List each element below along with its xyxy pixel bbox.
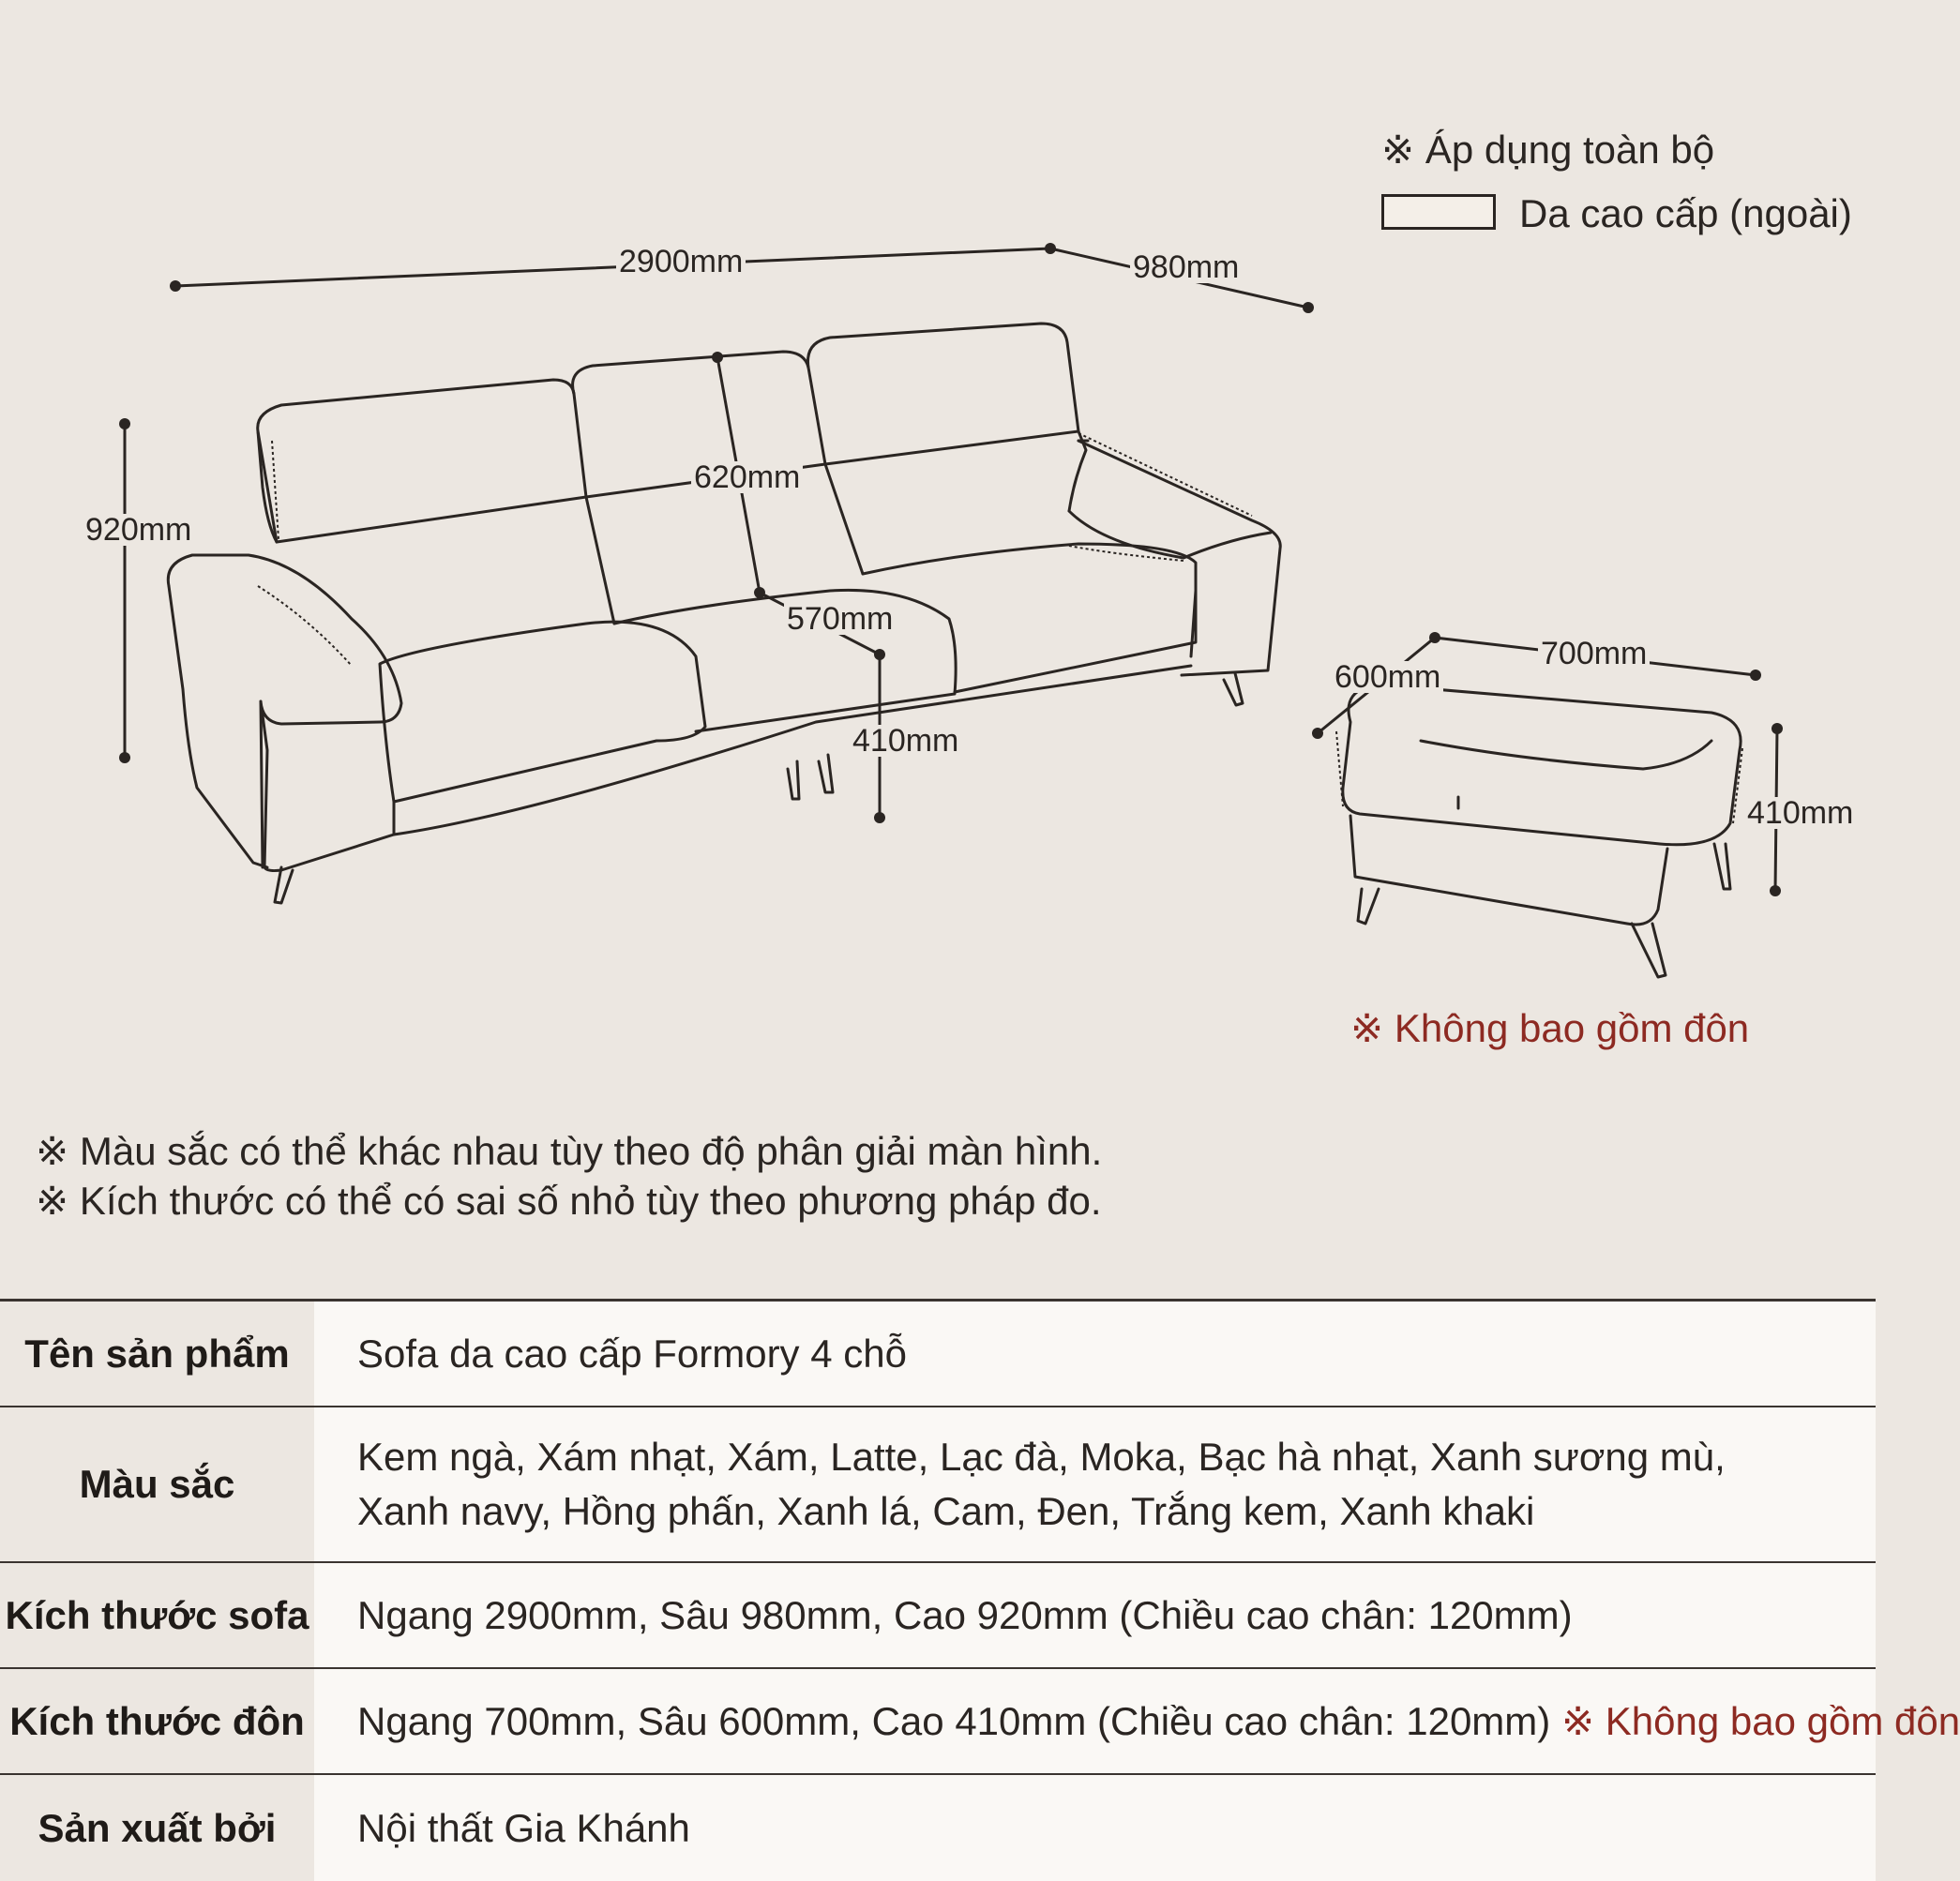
sofa-depth-label: 980mm bbox=[1130, 251, 1242, 283]
sofa-size-label: Kích thước sofa bbox=[0, 1562, 314, 1668]
colors-line-1: Kem ngà, Xám nhạt, Xám, Latte, Lạc đà, Moka, Bạc hà nhạt, Xanh sương mù, bbox=[357, 1435, 1726, 1479]
sofa-height-label: 920mm bbox=[83, 514, 194, 546]
size-disclaimer: ※ Kích thước có thể có sai số nhỏ tùy theo phương pháp đo. bbox=[36, 1179, 1102, 1223]
sofa-size-value: Ngang 2900mm, Sâu 980mm, Cao 920mm (Chiều cao chân: 120mm) bbox=[314, 1562, 1876, 1668]
backrest-right bbox=[807, 324, 1078, 464]
legend-material: Da cao cấp (ngoài) bbox=[1519, 191, 1852, 235]
stool-size-value: Ngang 700mm, Sâu 600mm, Cao 410mm (Chiều cao chân: 120mm) bbox=[357, 1699, 1551, 1743]
spec-table bbox=[0, 1299, 1960, 1881]
back-height-label: 620mm bbox=[691, 461, 803, 493]
backrest-left bbox=[258, 380, 586, 542]
seat-depth-label: 570mm bbox=[784, 603, 896, 635]
seat-right bbox=[863, 544, 1196, 692]
stool-depth-label: 600mm bbox=[1332, 661, 1443, 693]
table-row bbox=[0, 1562, 1876, 1668]
name-label: Tên sản phẩm bbox=[0, 1301, 314, 1407]
stool-not-included-note: ※ Không bao gồm đôn bbox=[1350, 1006, 1750, 1050]
legend-apply-all: ※ Áp dụng toàn bộ bbox=[1381, 128, 1715, 172]
stool-size-cell bbox=[314, 1668, 1960, 1774]
stool-size-note: ※ Không bao gồm đôn bbox=[1560, 1699, 1960, 1743]
colors-label: Màu sắc bbox=[0, 1407, 314, 1562]
seat-left bbox=[380, 622, 705, 802]
stool-width-label: 700mm bbox=[1538, 638, 1650, 670]
stool-size-label: Kích thước đôn bbox=[0, 1668, 314, 1774]
table-row bbox=[0, 1668, 1876, 1774]
width-dimension-line bbox=[175, 248, 1050, 286]
maker-label: Sản xuất bởi bbox=[0, 1774, 314, 1881]
color-disclaimer: ※ Màu sắc có thể khác nhau tùy theo độ phân giải màn hình. bbox=[36, 1129, 1103, 1173]
stool-height-label: 410mm bbox=[1744, 797, 1856, 829]
stool-top bbox=[1343, 685, 1741, 845]
maker-value: Nội thất Gia Khánh bbox=[314, 1774, 1876, 1881]
name-value: Sofa da cao cấp Formory 4 chỗ bbox=[314, 1301, 1876, 1407]
material-swatch bbox=[1381, 194, 1496, 230]
colors-value bbox=[314, 1407, 1876, 1562]
table-row bbox=[0, 1301, 1876, 1407]
colors-line-2: Xanh navy, Hồng phấn, Xanh lá, Cam, Đen, Trắng kem, Xanh khaki bbox=[357, 1489, 1535, 1533]
sofa-width-label: 2900mm bbox=[616, 246, 746, 278]
seat-height-label: 410mm bbox=[850, 725, 961, 757]
dimension-dots bbox=[119, 243, 1783, 896]
left-arm bbox=[168, 555, 401, 871]
table-row bbox=[0, 1407, 1876, 1562]
table-row bbox=[0, 1774, 1876, 1881]
